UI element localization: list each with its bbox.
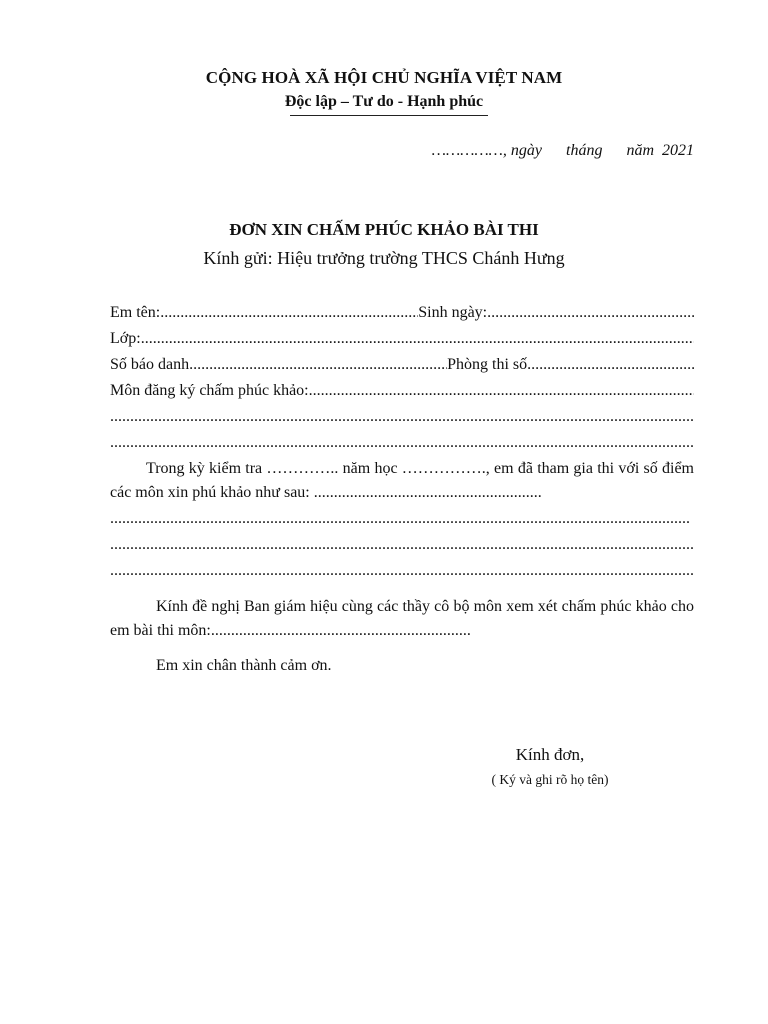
blank-line-2 (110, 432, 694, 454)
blank-line-4 (110, 534, 694, 556)
signature-label: Kính đơn, (515, 745, 585, 764)
recipient-line: Kính gửi: Hiệu trưởng trường THCS Chánh Hưng (203, 248, 565, 268)
blank-dots[interactable] (110, 560, 694, 582)
national-motto: Độc lập – Tư do - Hạnh phúc (284, 93, 484, 110)
class-label: Lớp: (110, 330, 141, 347)
candidate-blank[interactable] (189, 354, 447, 376)
exam-paragraph: Trong kỳ kiểm tra ………….. năm học ……………., em đã tham gia thi với số điểm các môn xin phú khảo như sau: ......................................................... (110, 460, 694, 501)
candidate-room-row (110, 354, 694, 376)
subject-row (110, 380, 694, 402)
signature-note: ( Ký và ghi rõ họ tên) (491, 772, 609, 787)
class-row (110, 328, 694, 350)
blank-dots[interactable] (110, 534, 694, 556)
request-paragraph: Kính đề nghị Ban giám hiệu cùng các thầy cô bộ môn xem xét chấm phúc khảo cho em bài thi môn:................................................................. (110, 598, 694, 639)
motto-underline (290, 115, 488, 116)
blank-line-3 (110, 508, 690, 530)
blank-dots[interactable] (110, 508, 690, 530)
national-title: CỘNG HOÀ XÃ HỘI CHỦ NGHĨA VIỆT NAM (205, 68, 563, 87)
name-blank[interactable] (160, 302, 418, 324)
blank-dots[interactable] (110, 432, 694, 454)
birth-blank[interactable] (487, 302, 694, 324)
blank-line-1 (110, 406, 694, 428)
subject-label: Môn đăng ký chấm phúc khảo: (110, 382, 309, 399)
blank-line-5 (110, 560, 694, 582)
thanks-line: Em xin chân thành cảm ơn. (156, 657, 332, 674)
birth-label: Sinh ngày: (418, 304, 488, 321)
room-blank[interactable] (527, 354, 694, 376)
date-line: ……………, ngày tháng năm 2021 (431, 142, 694, 159)
subject-blank[interactable] (309, 380, 694, 402)
form-title: ĐƠN XIN CHẤM PHÚC KHẢO BÀI THI (229, 220, 539, 239)
candidate-label: Số báo danh (110, 356, 190, 373)
name-label: Em tên: (110, 304, 161, 321)
blank-dots[interactable] (110, 406, 694, 428)
room-label: Phòng thi số (447, 356, 528, 373)
name-birth-row (110, 302, 694, 324)
class-blank[interactable] (141, 328, 694, 350)
